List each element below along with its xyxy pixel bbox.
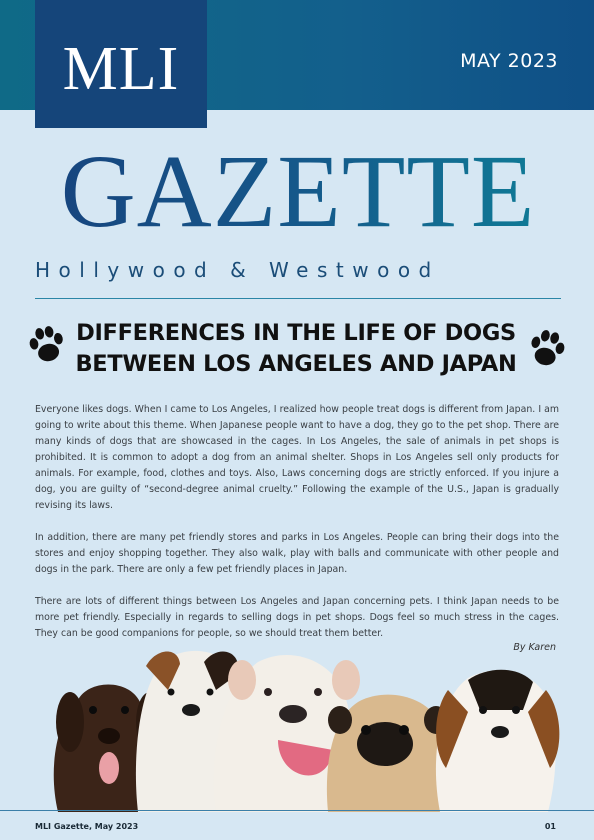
article-paragraph: In addition, there are many pet friendly stores and parks in Los Angeles. People can bring their dogs into the stores and enjoy shopping together. They also walk, play with balls and communicate with other people and dogs in the park. There are only a few pet friendly places in Japan. [35,532,559,575]
headline-line-1: DIFFERENCES IN THE LIFE OF DOGS [76,320,516,346]
footer-divider [0,810,594,811]
page-number: 01 [544,822,556,831]
issue-date: MAY 2023 [460,50,558,72]
paw-print-icon [20,318,75,373]
masthead-location: Hollywood & Westwood [35,258,440,282]
paw-print-icon [519,321,575,377]
dog-pug [327,695,448,812]
article-byline: By Karen [513,642,556,653]
article-paragraph: There are lots of different things between Los Angeles and Japan concerning pets. I think Japan needs to be more pet friendly. Especially in regards to selling dogs in pet shops. Dogs feel so much stress in the cages. They can be good companions for people, so we should treat them better. [35,596,559,639]
logo-box [35,0,207,128]
article-paragraph: Everyone likes dogs. When I came to Los Angeles, I realized how people treat dogs is different from Japan. I am going to write about this theme. When Japanese people want to have a dog, they go to the pet shop. There are many kinds of dogs that are showcased in the cages. In Los Angeles, the sale of animals in pet shops is prohibited. It is common to adopt a dog from an animal shelter. Shops in Los Angeles sell only products for animals. For example, food, clothes and toys. Also, Laws concerning dogs are strictly enforced. If you injure a dog, you are guilty of “second-degree animal cruelty.” Following the example of the U.S., Japan is gradually revising its laws. [35,404,559,511]
logo-text: MLI [62,35,180,103]
article-headline [70,318,522,380]
dogs-photo [28,640,568,812]
masthead-title: GAZETTE [28,140,568,244]
footer-publication: MLI Gazette, May 2023 [35,822,139,831]
headline-line-2: BETWEEN LOS ANGELES AND JAPAN [75,351,517,377]
masthead-divider [35,298,561,299]
article-body [35,402,559,658]
dog-beagle [436,670,559,812]
